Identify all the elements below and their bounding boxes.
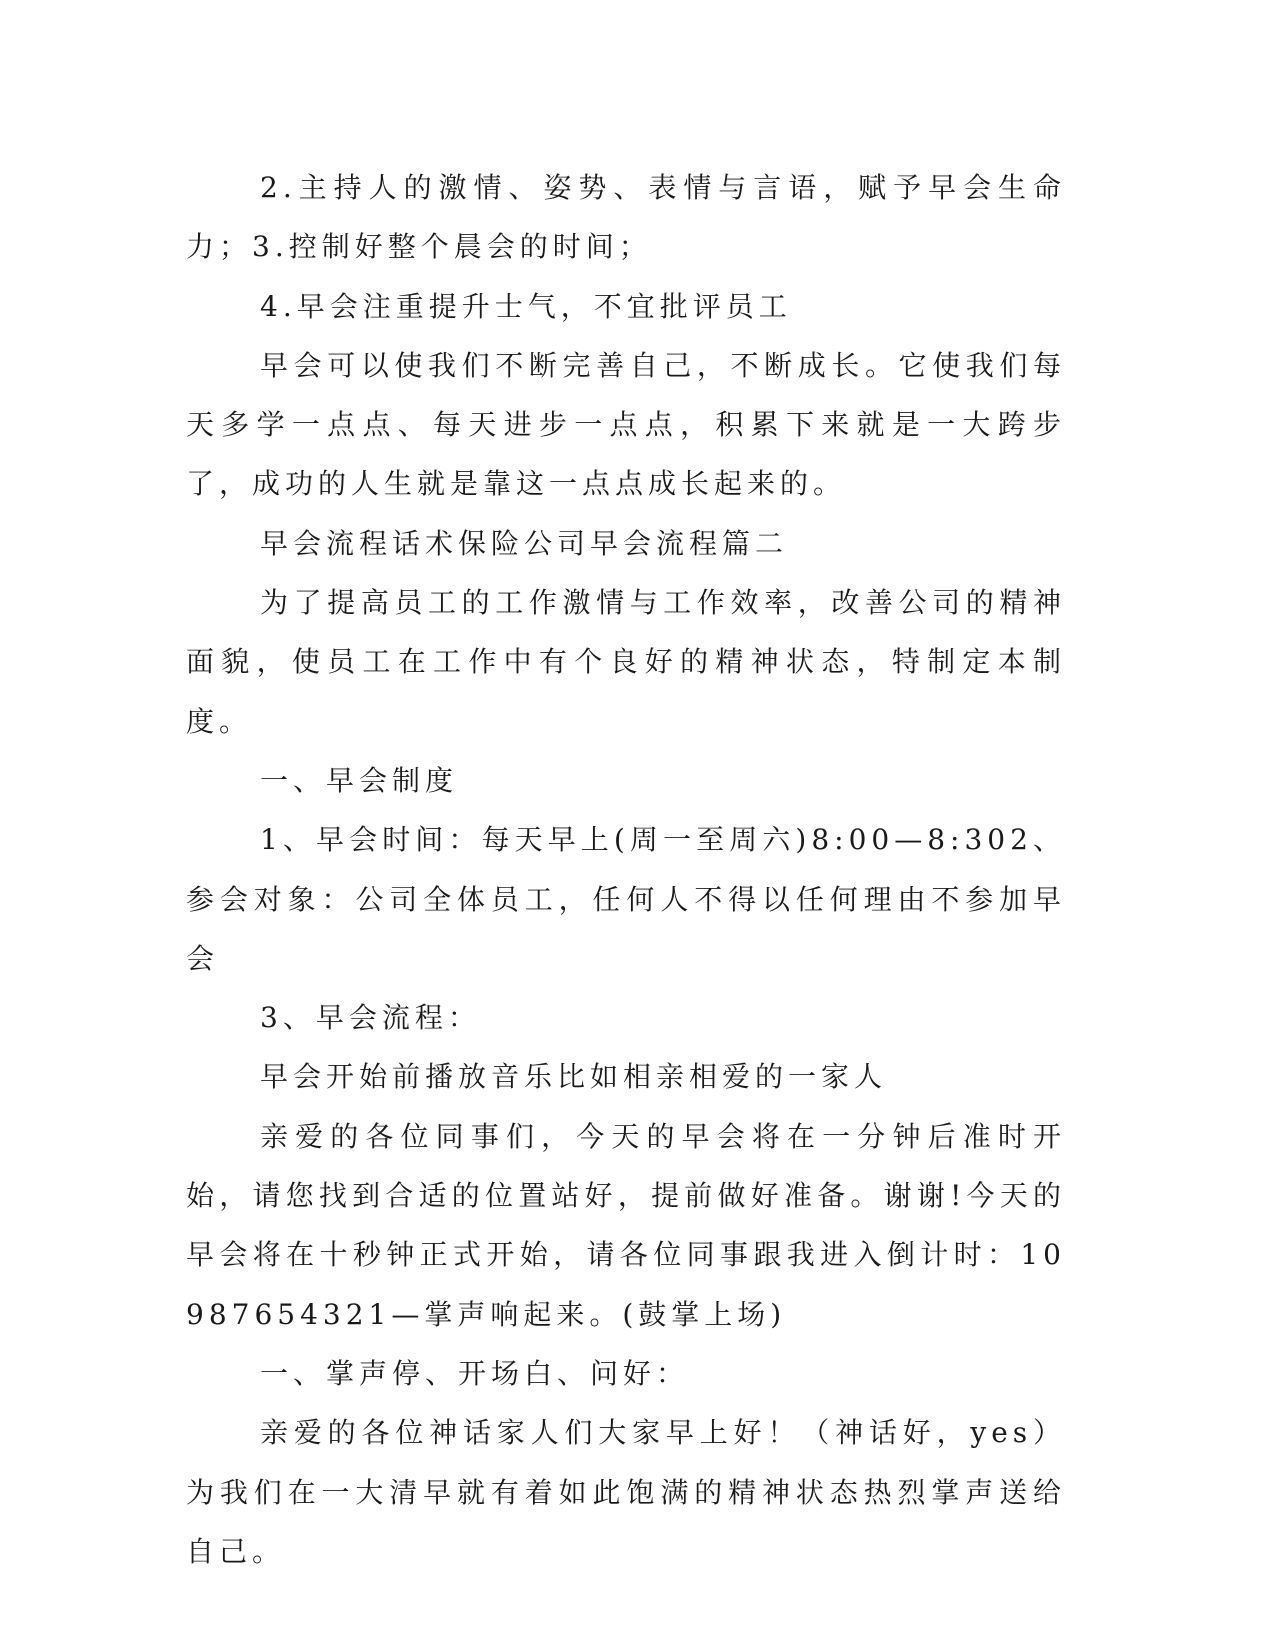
heading-meeting-policy: 一、早会制度 xyxy=(260,763,459,797)
paragraph-morale: 4.早会注重提升士气，不宜批评员工 xyxy=(260,289,792,323)
section-heading-part-two: 早会流程话术保险公司早会流程篇二 xyxy=(260,526,789,560)
paragraph-meeting-time: 1、早会时间：每天早上(周一至周六)8:00—8:302、参会对象：公司全体员工，任何人不得以任何理由不参加早会 xyxy=(186,823,1066,975)
paragraph-growth: 早会可以使我们不断完善自己，不断成长。它使我们每天多学一点点、每天进步一点点，积累下来就是一大跨步了，成功的人生就是靠这一点点成长起来的。 xyxy=(186,348,1066,501)
heading-meeting-flow: 3、早会流程： xyxy=(260,1001,481,1035)
document-body xyxy=(186,158,1066,1581)
paragraph-purpose: 为了提高员工的工作激情与工作效率，改善公司的精神面貌，使员工在工作中有个良好的精神状态，特制定本制度。 xyxy=(186,586,1066,738)
heading-opening: 一、掌声停、开场白、问好： xyxy=(260,1356,690,1390)
paragraph-greeting: 亲爱的各位神话家人们大家早上好！（神话好，yes）为我们在一大清早就有着如此饱满的精神状态热烈掌声送给自己。 xyxy=(186,1416,1066,1568)
paragraph-music: 早会开始前播放音乐比如相亲相爱的一家人 xyxy=(260,1060,888,1094)
paragraph-host-tips: 2.主持人的激情、姿势、表情与言语，赋予早会生命力；3.控制好整个晨会的时间； xyxy=(186,171,1066,264)
paragraph-countdown: 亲爱的各位同事们，今天的早会将在一分钟后准时开始，请您找到合适的位置站好，提前做好准备。谢谢!今天的早会将在十秒钟正式开始，请各位同事跟我进入倒计时：10987654321—掌声响起来。(鼓掌上场) xyxy=(186,1119,1066,1331)
